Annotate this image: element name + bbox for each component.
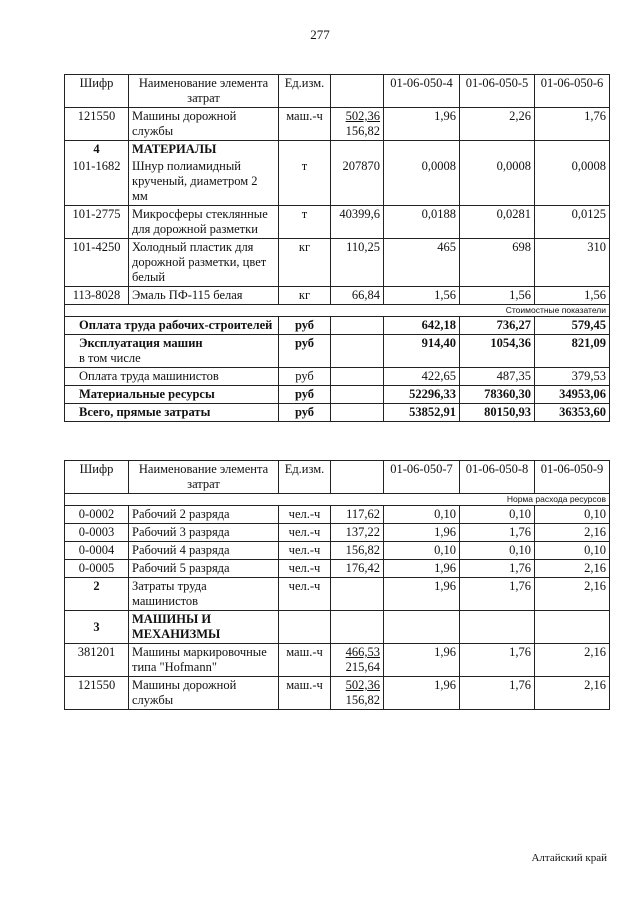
summary-value: 379,53 — [535, 368, 610, 386]
code-cell: 0-0005 — [65, 560, 129, 578]
unit-cell: т — [279, 158, 331, 206]
code-cell: 113-8028 — [65, 287, 129, 305]
unit-cell: кг — [279, 287, 331, 305]
summary-subnote: в том числе — [79, 351, 141, 365]
summary-value: 1054,36 — [460, 335, 535, 368]
value-cell: 1,76 — [460, 560, 535, 578]
unit-cell: маш.-ч — [279, 644, 331, 677]
value-cell: 2,16 — [535, 578, 610, 611]
value-cell: 1,96 — [384, 644, 460, 677]
value-cell: 0,0281 — [460, 206, 535, 239]
summary-unit: руб — [279, 335, 331, 368]
section-row — [65, 141, 610, 159]
price-cell — [331, 108, 384, 141]
value-cell: 0,10 — [384, 506, 460, 524]
value-cell: 2,16 — [535, 677, 610, 710]
value-cell: 1,56 — [460, 287, 535, 305]
header-price — [331, 461, 384, 494]
summary-row — [65, 368, 610, 386]
value-cell: 2,16 — [535, 560, 610, 578]
name-cell: Микросферы стеклянные для дорожной разметки — [129, 206, 279, 239]
value-cell: 310 — [535, 239, 610, 287]
table-header-row — [65, 461, 610, 494]
summary-value: 80150,93 — [460, 404, 535, 422]
header-col-7: 01-06-050-7 — [384, 461, 460, 494]
table-row — [65, 542, 610, 560]
name-cell: Рабочий 3 разряда — [129, 524, 279, 542]
summary-value: 821,09 — [535, 335, 610, 368]
name-cell: Эмаль ПФ-115 белая — [129, 287, 279, 305]
header-unit: Ед.изм. — [279, 461, 331, 494]
price-cell — [331, 677, 384, 710]
table-row — [65, 524, 610, 542]
value-cell: 698 — [460, 239, 535, 287]
table-row — [65, 158, 610, 206]
cost-indicators-label: Стоимостные показатели — [65, 305, 610, 317]
header-price — [331, 75, 384, 108]
table-row — [65, 108, 610, 141]
header-name: Наименование элемента затрат — [129, 75, 279, 108]
summary-unit: руб — [279, 386, 331, 404]
summary-value: 422,65 — [384, 368, 460, 386]
section-number: 4 — [65, 141, 129, 159]
value-cell: 0,0008 — [535, 158, 610, 206]
summary-row — [65, 317, 610, 335]
name-cell: Рабочий 2 разряда — [129, 506, 279, 524]
price-top: 466,53 — [345, 645, 380, 659]
table-row — [65, 578, 610, 611]
price-cell: 110,25 — [331, 239, 384, 287]
value-cell: 1,96 — [384, 560, 460, 578]
table-row — [65, 239, 610, 287]
value-cell: 1,76 — [460, 644, 535, 677]
price-bottom: 156,82 — [345, 693, 380, 707]
code-cell: 0-0004 — [65, 542, 129, 560]
price-cell: 137,22 — [331, 524, 384, 542]
table-row — [65, 644, 610, 677]
value-cell: 1,76 — [535, 108, 610, 141]
name-cell: Затраты труда машинистов — [129, 578, 279, 611]
price-top: 502,36 — [345, 678, 380, 692]
price-top: 502,36 — [345, 109, 380, 123]
value-cell: 0,10 — [535, 506, 610, 524]
table-header-row — [65, 75, 610, 108]
summary-name: Материальные ресурсы — [65, 386, 279, 404]
price-cell: 66,84 — [331, 287, 384, 305]
price-cell: 207870 — [331, 158, 384, 206]
value-cell: 0,10 — [384, 542, 460, 560]
unit-cell: маш.-ч — [279, 677, 331, 710]
norm-label-row — [65, 494, 610, 506]
cost-label-row — [65, 305, 610, 317]
header-code: Шифр — [65, 461, 129, 494]
table-row — [65, 206, 610, 239]
value-cell: 1,96 — [384, 578, 460, 611]
value-cell: 0,0188 — [384, 206, 460, 239]
table-row — [65, 677, 610, 710]
value-cell: 465 — [384, 239, 460, 287]
summary-value: 642,18 — [384, 317, 460, 335]
section-title: МАШИНЫ И МЕХАНИЗМЫ — [129, 611, 279, 644]
price-bottom: 156,82 — [345, 124, 380, 138]
value-cell: 1,76 — [460, 524, 535, 542]
value-cell: 1,76 — [460, 578, 535, 611]
value-cell: 0,0008 — [460, 158, 535, 206]
code-cell: 0-0003 — [65, 524, 129, 542]
resource-table-2 — [64, 460, 610, 710]
value-cell: 0,10 — [460, 506, 535, 524]
header-code: Шифр — [65, 75, 129, 108]
region-footer: Алтайский край — [531, 852, 607, 864]
table-row — [65, 560, 610, 578]
summary-name: Всего, прямые затраты — [65, 404, 279, 422]
code-cell: 0-0002 — [65, 506, 129, 524]
name-cell: Рабочий 4 разряда — [129, 542, 279, 560]
summary-name: Эксплуатация машин — [79, 336, 203, 350]
price-cell: 176,42 — [331, 560, 384, 578]
unit-cell: чел.-ч — [279, 578, 331, 611]
summary-unit: руб — [279, 317, 331, 335]
unit-cell: кг — [279, 239, 331, 287]
summary-value: 53852,91 — [384, 404, 460, 422]
summary-name-cell — [65, 335, 279, 368]
price-cell: 156,82 — [331, 542, 384, 560]
summary-value: 736,27 — [460, 317, 535, 335]
value-cell: 1,96 — [384, 524, 460, 542]
name-cell: Шнур полиамидный крученый, диаметром 2 мм — [129, 158, 279, 206]
summary-value: 78360,30 — [460, 386, 535, 404]
unit-cell: чел.-ч — [279, 506, 331, 524]
unit-cell: т — [279, 206, 331, 239]
code-cell: 121550 — [65, 677, 129, 710]
code-cell: 381201 — [65, 644, 129, 677]
summary-row — [65, 386, 610, 404]
summary-unit: руб — [279, 368, 331, 386]
price-cell: 117,62 — [331, 506, 384, 524]
section-number: 2 — [65, 578, 129, 611]
summary-value: 487,35 — [460, 368, 535, 386]
value-cell: 0,10 — [535, 542, 610, 560]
summary-value: 914,40 — [384, 335, 460, 368]
resource-table-1 — [64, 74, 610, 422]
name-cell: Холодный пластик для дорожной разметки, цвет белый — [129, 239, 279, 287]
code-cell: 101-2775 — [65, 206, 129, 239]
table-row — [65, 506, 610, 524]
summary-row — [65, 335, 610, 368]
name-cell: Рабочий 5 разряда — [129, 560, 279, 578]
unit-cell: чел.-ч — [279, 542, 331, 560]
value-cell: 1,56 — [384, 287, 460, 305]
name-cell: Машины дорожной службы — [129, 108, 279, 141]
header-col-6: 01-06-050-6 — [535, 75, 610, 108]
price-bottom: 215,64 — [345, 660, 380, 674]
value-cell: 1,56 — [535, 287, 610, 305]
header-unit: Ед.изм. — [279, 75, 331, 108]
section-row — [65, 611, 610, 644]
summary-name: Оплата труда машинистов — [65, 368, 279, 386]
summary-value: 34953,06 — [535, 386, 610, 404]
name-cell: Машины маркировочные типа "Hofmann" — [129, 644, 279, 677]
section-number: 3 — [65, 611, 129, 644]
value-cell: 2,26 — [460, 108, 535, 141]
value-cell: 0,0008 — [384, 158, 460, 206]
value-cell: 1,96 — [384, 677, 460, 710]
value-cell: 2,16 — [535, 644, 610, 677]
value-cell: 1,76 — [460, 677, 535, 710]
summary-name: Оплата труда рабочих-строителей — [65, 317, 279, 335]
code-cell: 121550 — [65, 108, 129, 141]
summary-value: 36353,60 — [535, 404, 610, 422]
page-number: 277 — [310, 27, 330, 42]
section-title: МАТЕРИАЛЫ — [129, 141, 279, 159]
summary-row — [65, 404, 610, 422]
code-cell: 101-4250 — [65, 239, 129, 287]
header-name: Наименование элемента затрат — [129, 461, 279, 494]
value-cell: 1,96 — [384, 108, 460, 141]
table-row — [65, 287, 610, 305]
summary-value: 52296,33 — [384, 386, 460, 404]
norm-label: Норма расхода ресурсов — [65, 494, 610, 506]
value-cell: 2,16 — [535, 524, 610, 542]
code-cell: 101-1682 — [65, 158, 129, 206]
price-cell — [331, 644, 384, 677]
header-col-4: 01-06-050-4 — [384, 75, 460, 108]
header-col-9: 01-06-050-9 — [535, 461, 610, 494]
header-col-8: 01-06-050-8 — [460, 461, 535, 494]
summary-value: 579,45 — [535, 317, 610, 335]
value-cell: 0,10 — [460, 542, 535, 560]
summary-unit: руб — [279, 404, 331, 422]
value-cell: 0,0125 — [535, 206, 610, 239]
name-cell: Машины дорожной службы — [129, 677, 279, 710]
header-col-5: 01-06-050-5 — [460, 75, 535, 108]
unit-cell: маш.-ч — [279, 108, 331, 141]
unit-cell: чел.-ч — [279, 524, 331, 542]
price-cell: 40399,6 — [331, 206, 384, 239]
unit-cell: чел.-ч — [279, 560, 331, 578]
